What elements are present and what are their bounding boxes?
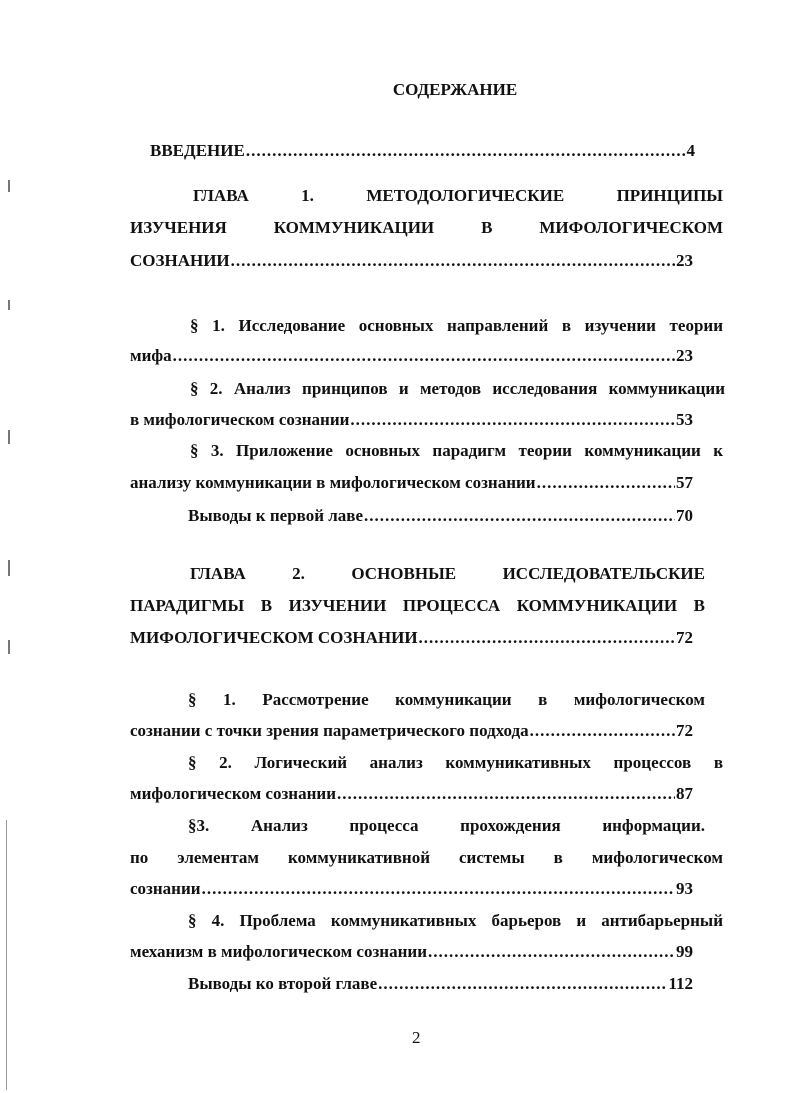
toc-entry-conclusion (188, 974, 693, 994)
scan-artifact (8, 300, 10, 310)
entry-text: МИФОЛОГИЧЕСКОМ СОЗНАНИИ (130, 628, 418, 647)
scan-artifact (8, 640, 10, 654)
page-title: СОДЕРЖАНИЕ (392, 80, 518, 99)
leader-dots (419, 628, 675, 648)
section-line: § 1. Исследование основных направлений в изучении теории (190, 316, 723, 335)
leader-dots (246, 141, 686, 161)
entry-text: сознании (130, 879, 201, 898)
section-line: по элементам коммуникативной системы в мифологическом (130, 848, 723, 867)
chapter-heading-line: ГЛАВА 2. ОСНОВНЫЕ ИССЛЕДОВАТЕЛЬСКИЕ (190, 564, 705, 583)
toc-entry (130, 410, 693, 430)
entry-text: СОЗНАНИИ (130, 251, 230, 270)
leader-dots (337, 784, 675, 804)
entry-text: Выводы ко второй главе (188, 974, 378, 993)
leader-dots (231, 251, 675, 271)
toc-entry (130, 721, 693, 741)
section-line: § 1. Рассмотрение коммуникации в мифологическом (188, 690, 705, 709)
leader-dots (378, 974, 667, 994)
toc-entry (130, 473, 693, 493)
entry-page: 57 (676, 473, 693, 492)
entry-text: мифа (130, 346, 172, 365)
entry-page: 112 (668, 974, 693, 993)
leader-dots (364, 506, 675, 526)
leader-dots (350, 410, 675, 430)
entry-text: в мифологическом сознании (130, 410, 350, 429)
entry-page: 93 (676, 879, 693, 898)
toc-entry-intro (150, 141, 695, 161)
scan-artifact (8, 180, 10, 192)
toc-entry (130, 942, 693, 962)
toc-entry (130, 251, 693, 271)
entry-text: сознании с точки зрения параметрического подхода (130, 721, 529, 740)
section-line: § 2. Анализ принципов и методов исследования коммуникации (190, 379, 725, 398)
section-line: § 2. Логический анализ коммуникативных процессов в (188, 753, 723, 772)
chapter-heading-line: ПАРАДИГМЫ В ИЗУЧЕНИИ ПРОЦЕССА КОММУНИКАЦИИ В (130, 596, 705, 615)
leader-dots (428, 942, 675, 962)
leader-dots (173, 346, 675, 366)
chapter-heading-line: ИЗУЧЕНИЯ КОММУНИКАЦИИ В МИФОЛОГИЧЕСКОМ (130, 218, 723, 237)
entry-page: 23 (676, 346, 693, 365)
entry-text: анализу коммуникации в мифологическом сознании (130, 473, 536, 492)
toc-entry (130, 784, 693, 804)
toc-entry (130, 879, 693, 899)
page-number: 2 (412, 1028, 421, 1047)
section-line: §3. Анализ процесса прохождения информации. (188, 816, 705, 835)
entry-page: 72 (676, 628, 693, 647)
entry-page: 23 (676, 251, 693, 270)
toc-entry (130, 628, 693, 648)
entry-text: механизм в мифологическом сознании (130, 942, 427, 961)
chapter-heading-line: ГЛАВА 1. МЕТОДОЛОГИЧЕСКИЕ ПРИНЦИПЫ (193, 186, 723, 205)
entry-page: 4 (686, 141, 695, 160)
entry-page: 99 (676, 942, 693, 961)
entry-page: 70 (676, 506, 693, 525)
toc-entry (130, 346, 693, 366)
scan-edge-line (6, 820, 7, 1090)
entry-text: Выводы к первой лаве (188, 506, 364, 525)
entry-text: мифологическом сознании (130, 784, 336, 803)
entry-page: 72 (676, 721, 693, 740)
entry-page: 53 (676, 410, 693, 429)
leader-dots (537, 473, 675, 493)
scan-artifact (8, 560, 10, 576)
section-line: § 4. Проблема коммуникативных барьеров и антибарьерный (188, 911, 723, 930)
entry-text: ВВЕДЕНИЕ (150, 141, 245, 160)
scan-artifact (8, 430, 10, 444)
section-line: § 3. Приложение основных парадигм теории коммуникации к (190, 441, 723, 460)
toc-entry-conclusion (188, 506, 693, 526)
leader-dots (530, 721, 675, 741)
leader-dots (202, 879, 675, 899)
entry-page: 87 (676, 784, 693, 803)
